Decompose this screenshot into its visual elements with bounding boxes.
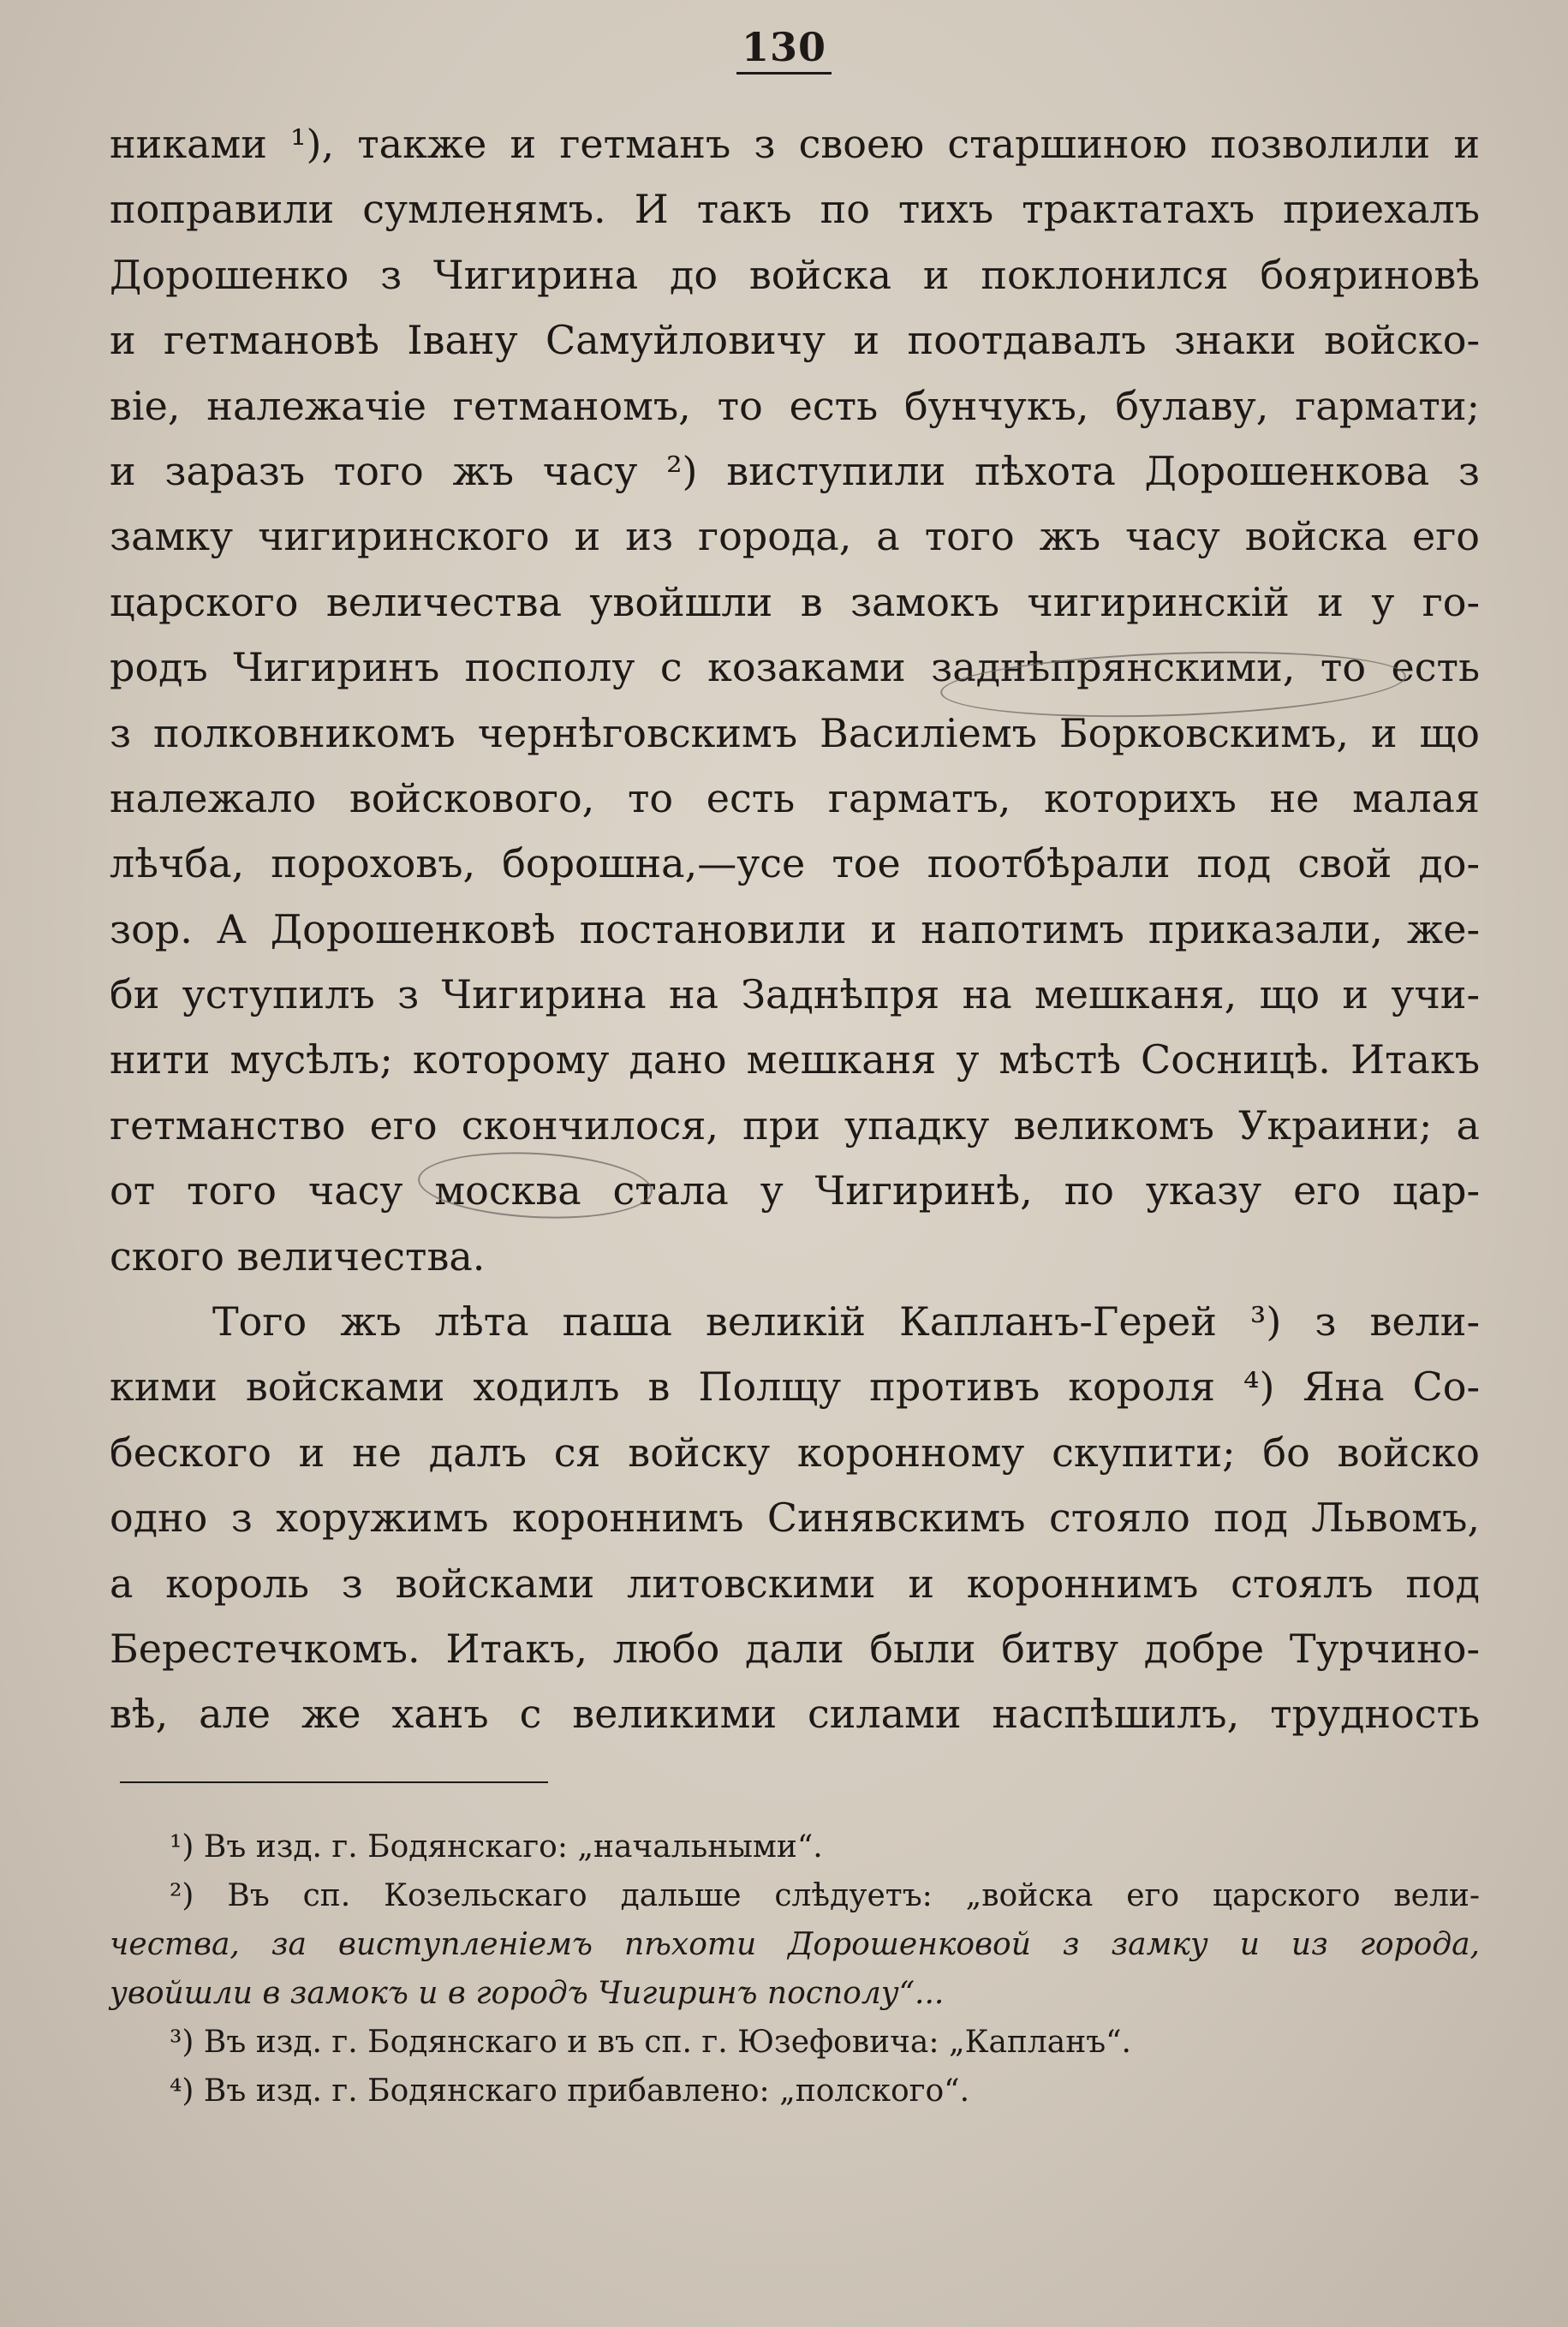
body-line: а король з войсками литовскими и короннимъ стоялъ под [110,1560,1480,1607]
footnote-divider [120,1781,548,1783]
body-line: одно з хоружимъ короннимъ Синявскимъ стояло под Львомъ, [110,1495,1480,1542]
body-line: и гетмановѣ Івану Самуйловичу и поотдавалъ знаки войско- [110,317,1480,364]
body-line: гетманство его скончилося, при упадку великомъ Украини; а [110,1101,1480,1149]
page-number [0,24,1568,75]
body-line: нити мусѣлъ; которому дано мешканя у мѣстѣ Сосницѣ. Итакъ [110,1036,1480,1083]
footnote-4: ⁴) Въ изд. г. Бодянскаго прибавлено: „полского“. [170,2073,970,2109]
page-number-text: 130 [736,24,832,75]
footnote-1: ¹) Въ изд. г. Бодянскаго: „начальными“. [170,1829,823,1865]
body-line: зор. А Дорошенковѣ постановили и напотимъ приказали, же- [110,905,1480,952]
body-line: лѣчба, пороховъ, борошна,—усе тое поотбѣрали под свой до- [110,840,1480,887]
body-line: Берестечкомъ. Итакъ, любо дали были битву добре Турчино- [110,1625,1480,1672]
body-line: поправили сумленямъ. И такъ по тихъ трактатахъ приехалъ [110,186,1480,233]
body-line: з полковникомъ чернѣговскимъ Василіемъ Борковскимъ, и що [110,709,1480,756]
body-line: замку чигиринского и из города, а того жъ часу войска его [110,513,1480,560]
body-line: беского и не далъ ся войску коронному скупити; бо войско [110,1429,1480,1476]
body-line: Дорошенко з Чигирина до войска и поклонился бояриновѣ [110,251,1480,298]
body-line: ского величества. [110,1232,486,1280]
footnote-2-continued: увойшли в замокъ и в городъ Чигиринъ посполу“... [110,1976,945,2011]
body-line: би уступилъ з Чигирина на Заднѣпря на мешканя, що и учи- [110,971,1480,1018]
body-line: никами ¹), также и гетманъ з своею старшиною позволили и [110,121,1480,167]
body-line: належало войскового, то есть гарматъ, которихъ не малая [110,774,1480,821]
footnote-3: ³) Въ изд. г. Бодянскаго и въ сп. г. Юзефовича: „Капланъ“. [170,2025,1131,2060]
body-line: родъ Чигиринъ посполу с козаками заднѣпрянскими, то есть [110,644,1480,691]
footnote-2-continued: чества, за виступленіемъ пѣхоти Дорошенковой з замку и из города, [110,1927,1480,1962]
body-line: царского величества увойшли в замокъ чигиринскій и у го- [110,578,1480,625]
paragraph-start-line: Того жъ лѣта паша великій Капланъ-Герей ³) з вели- [212,1298,1480,1345]
footnote-2: ²) Въ сп. Козельскаго дальше слѣдуетъ: „войска его царского вели- [170,1878,1480,1913]
body-line: от того часу москва стала у Чигиринѣ, по указу его цар- [110,1167,1480,1214]
body-line: віе, належачіе гетманомъ, то есть бунчукъ, булаву, гармати; [110,382,1480,429]
body-text [110,111,1480,1747]
body-line: вѣ, але же ханъ с великими силами наспѣшилъ, трудность [110,1691,1480,1738]
body-line: и заразъ того жъ часу ²) виступили пѣхота Дорошенкова з [110,447,1480,494]
body-line: кими войсками ходилъ в Полщу противъ короля ⁴) Яна Со- [110,1363,1480,1411]
footnotes [110,1823,1480,2115]
